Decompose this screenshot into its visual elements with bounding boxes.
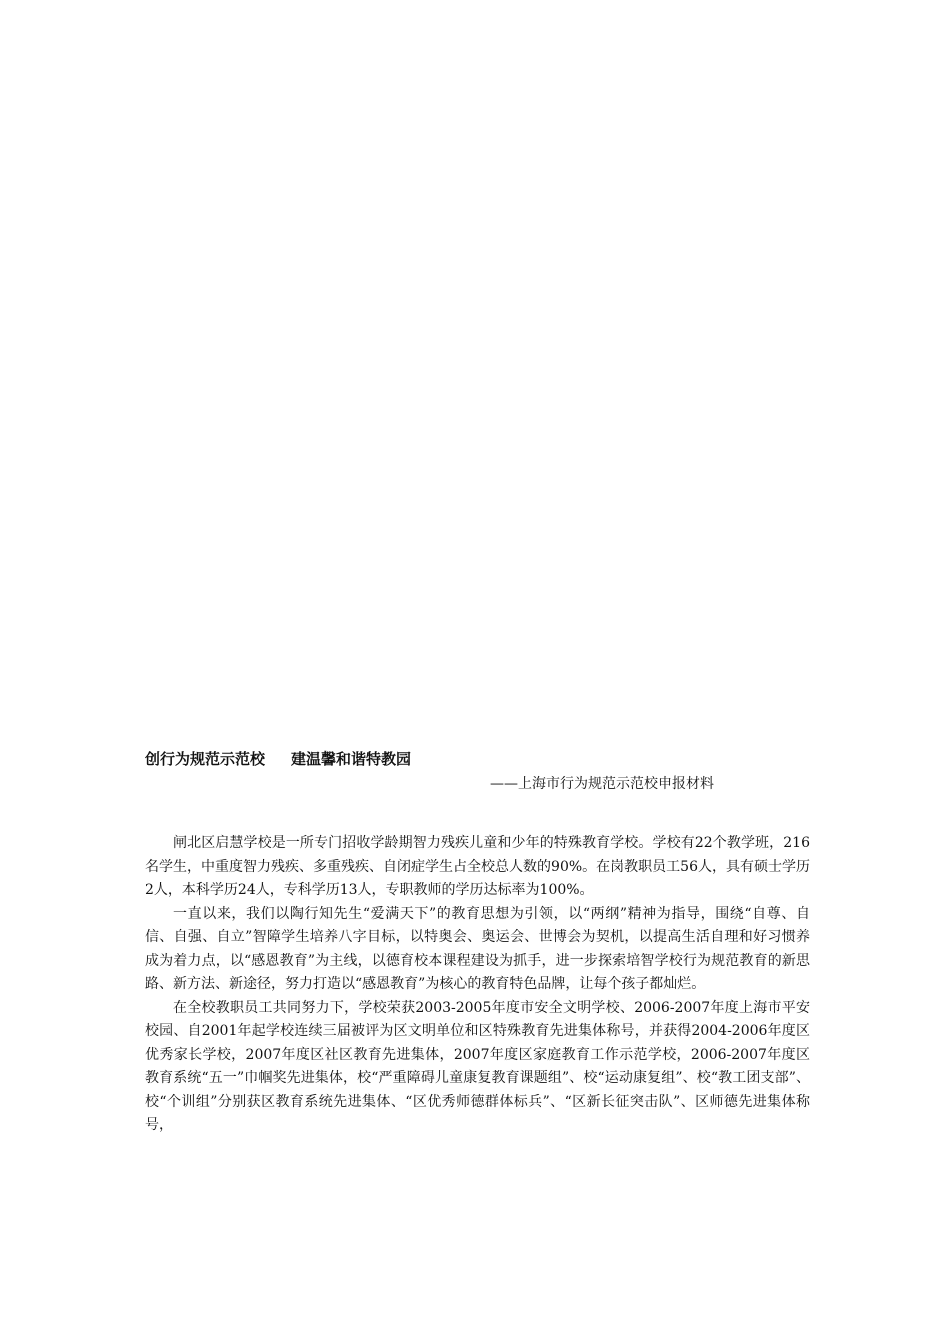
document-body (145, 832, 810, 1138)
document-title (145, 748, 411, 770)
paragraph-philosophy: 一直以来，我们以陶行知先生“爱满天下”的教育思想为引领，以“两纲”精神为指导，围绕“自尊、自信、自强、自立”智障学生培养八字目标，以特奥会、奥运会、世博会为契机，以提高生活自理和好习惯养成为着力点，以“感恩教育”为主线，以德育校本课程建设为抓手，进一步探索培智学校行为规范教育的新思路、新方法、新途径，努力打造以“感恩教育”为核心的教育特色品牌，让每个孩子都灿烂。 (145, 905, 810, 992)
title-part-1: 创行为规范示范校 (145, 750, 266, 768)
title-part-2: 建温馨和谐特教园 (291, 750, 412, 768)
document-subtitle: ——上海市行为规范示范校申报材料 (490, 776, 714, 792)
paragraph-intro: 闸北区启慧学校是一所专门招收学龄期智力残疾儿童和少年的特殊教育学校。学校有22个教学班，216名学生，中重度智力残疾、多重残疾、自闭症学生占全校总人数的90%。在岗教职员工56人，具有硕士学历2人，本科学历24人，专科学历13人，专职教师的学历达标率为100%。 (145, 835, 810, 898)
paragraph-honors: 在全校教职员工共同努力下，学校荣获2003-2005年度市安全文明学校、2006-2007年度上海市平安校园、自2001年起学校连续三届被评为区文明单位和区特殊教育先进集体称号，并获得2004-2006年度区优秀家长学校，2007年度区社区教育先进集体，2007年度区家庭教育工作示范学校，2006-2007年度区教育系统“五一”巾帼奖先进集体，校“严重障碍儿童康复教育课题组”、校“运动康复组”、校“教工团支部”、校“个训组”分别获区教育系统先进集体、“区优秀师德群体标兵”、“区新长征突击队”、区师德先进集体称号， (145, 999, 810, 1133)
